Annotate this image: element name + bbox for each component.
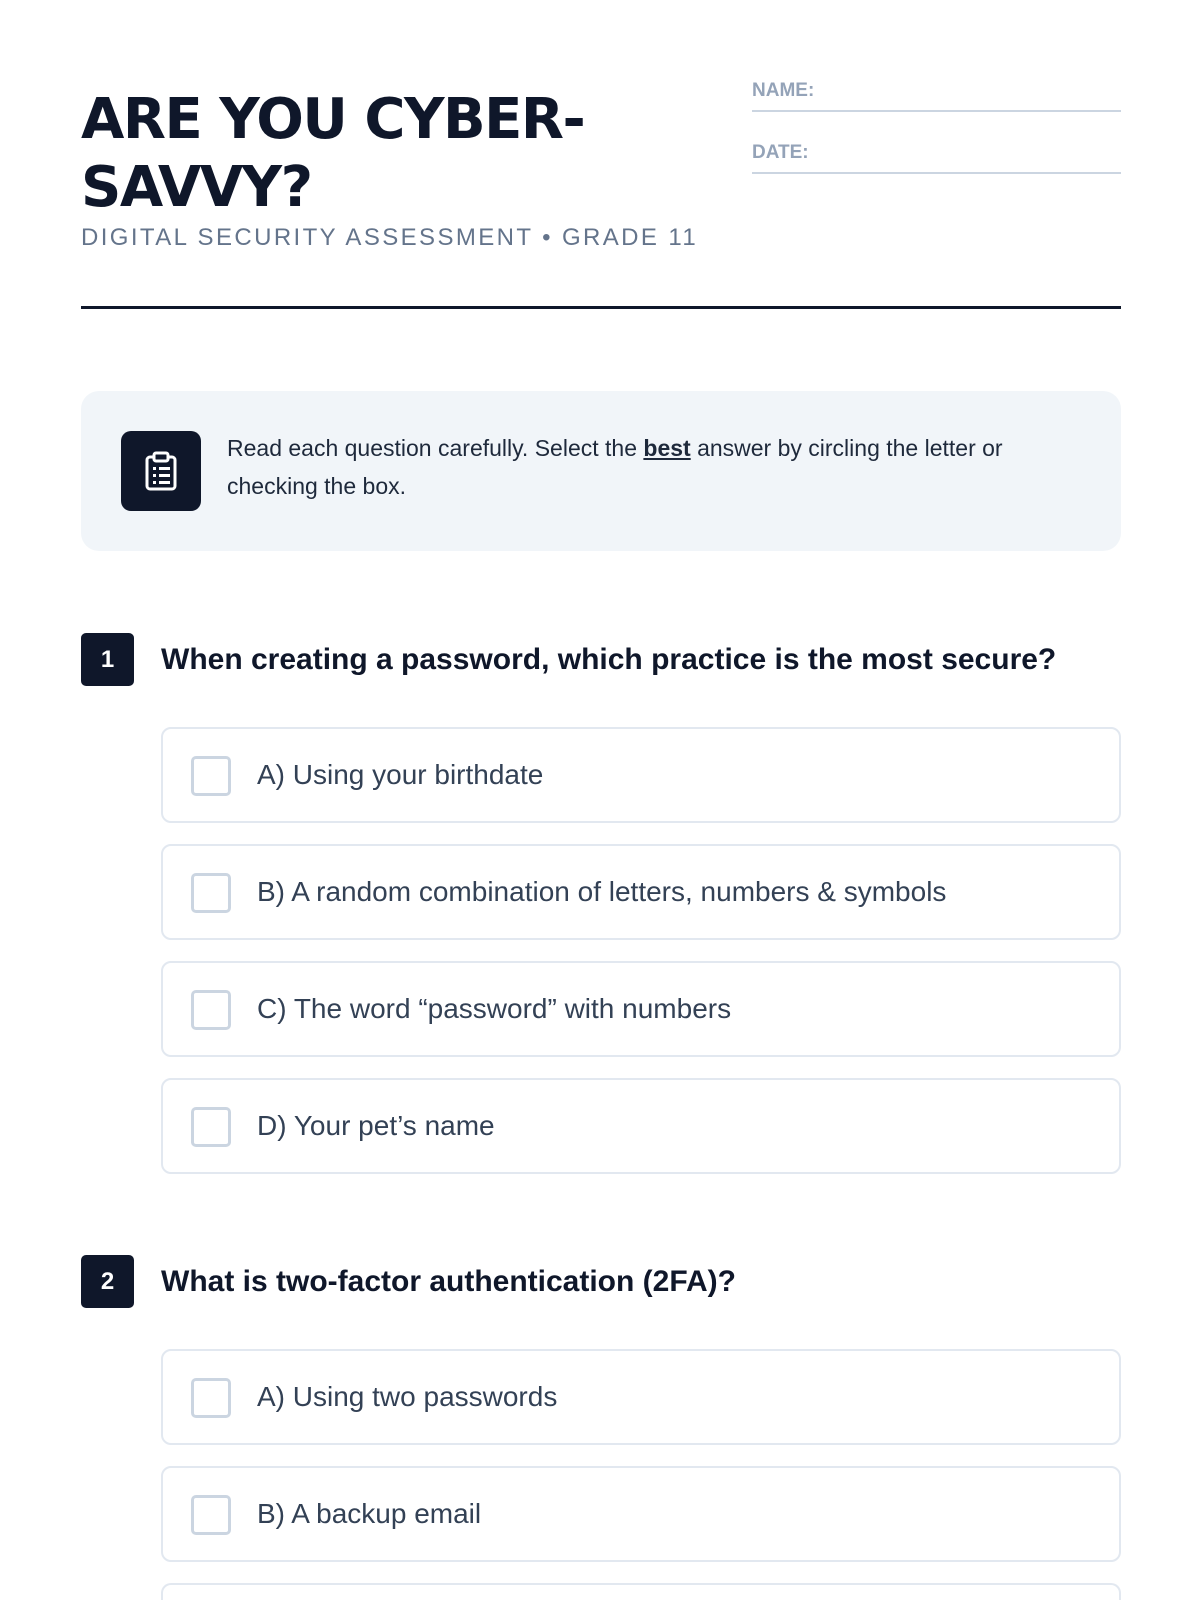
answer-label: A) Using two passwords	[257, 1381, 558, 1412]
name-label: NAME:	[752, 80, 815, 101]
worksheet-title: ARE YOU CYBER-SAVVY?	[81, 87, 585, 220]
answer-checkbox[interactable]	[191, 873, 231, 913]
answer-checkbox[interactable]	[191, 990, 231, 1030]
header-divider	[81, 306, 1121, 309]
date-field[interactable]	[752, 142, 1121, 174]
answer-option[interactable]	[161, 1349, 1121, 1445]
question-number-badge: 2	[81, 1255, 134, 1308]
answer-option[interactable]	[161, 844, 1121, 940]
name-field[interactable]	[752, 80, 1121, 112]
question-text: What is two-factor authentication (2FA)?	[161, 1265, 736, 1298]
answer-label: B) A backup email	[257, 1498, 482, 1529]
instructions-text-after: answer by circling the letter or checking the box.	[227, 435, 1003, 499]
question-number-badge: 1	[81, 633, 134, 686]
instructions-emphasis: best	[643, 435, 691, 461]
answer-label: D) Your pet’s name	[257, 1110, 495, 1141]
answer-option[interactable]	[161, 727, 1121, 823]
instructions-panel	[81, 391, 1121, 551]
answer-option[interactable]	[161, 961, 1121, 1057]
answer-checkbox[interactable]	[191, 1495, 231, 1535]
question-text: When creating a password, which practice is the most secure?	[161, 643, 1057, 676]
answer-checkbox[interactable]	[191, 1107, 231, 1147]
answer-option[interactable]	[161, 1466, 1121, 1562]
answer-label: A) Using your birthdate	[257, 759, 544, 790]
answer-checkbox[interactable]	[191, 1378, 231, 1418]
worksheet-subtitle: DIGITAL SECURITY ASSESSMENT • GRADE 11	[81, 224, 699, 251]
answer-checkbox[interactable]	[191, 756, 231, 796]
answer-label: B) A random combination of letters, numbers & symbols	[257, 876, 947, 907]
clipboard-icon	[121, 431, 201, 511]
date-label: DATE:	[752, 142, 809, 163]
instructions-text	[227, 429, 1087, 505]
answer-option[interactable]	[161, 1583, 1121, 1600]
instructions-text-before: Read each question carefully. Select the	[227, 435, 644, 461]
answer-label: C) The word “password” with numbers	[257, 993, 732, 1024]
answer-option[interactable]	[161, 1078, 1121, 1174]
